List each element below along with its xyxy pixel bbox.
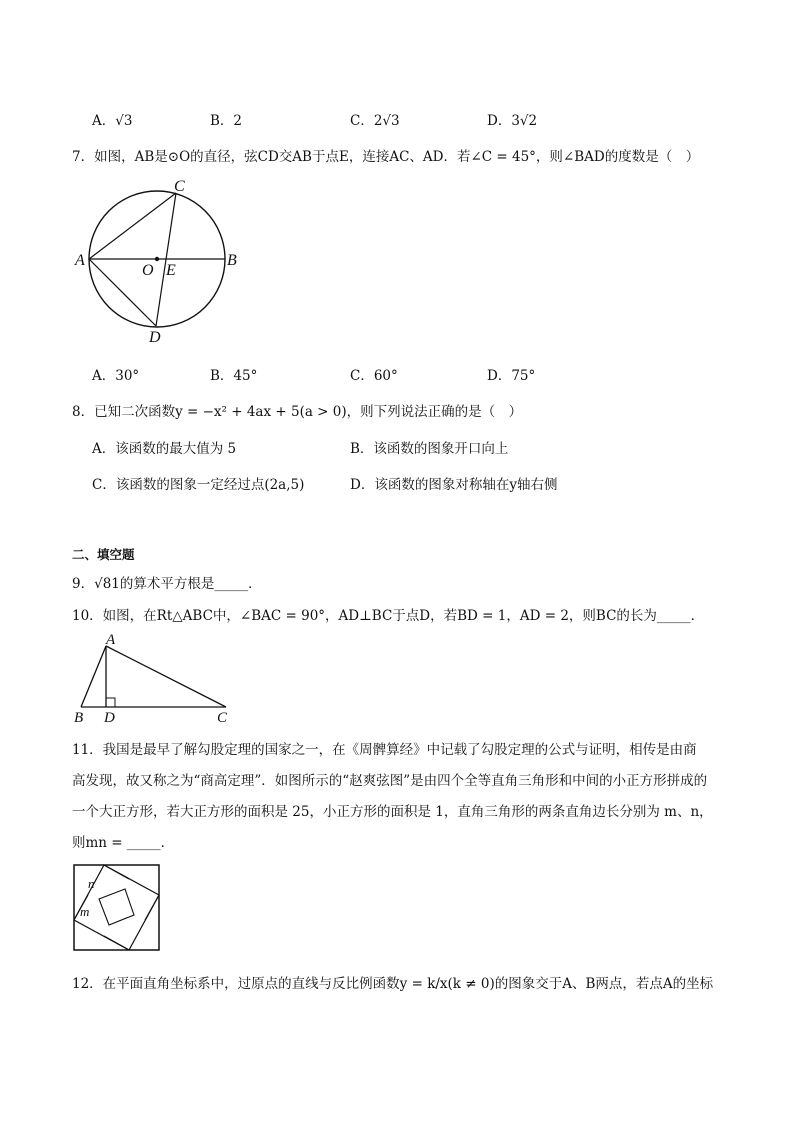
label-d: D — [104, 710, 115, 725]
q12-stem: 12．在平面直角坐标系中，过原点的直线与反比例函数y = k/x(k ≠ 0)的图象交于A、B两点，若点A的坐标 — [72, 976, 714, 992]
label-c: C — [174, 178, 185, 195]
q7-option-b: B．45° — [210, 368, 258, 384]
q10-stem: 10．如图，在Rt△ABC中，∠BAC = 90°，AD⊥BC于点D，若BD = 1，AD = 2，则BC的长为_____． — [72, 608, 705, 624]
side-ac — [106, 646, 226, 707]
q11-line-4: 则mn = _____． — [72, 835, 175, 851]
q11-line-1: 11．我国是最早了解勾股定理的国家之一，在《周髀算经》中记载了勾股定理的公式与证明，相传是由商 — [72, 742, 697, 758]
q11-line-3: 一个大正方形，若大正方形的面积是 25，小正方形的面积是 1，直角三角形的两条直角边长分别为 m、n， — [72, 804, 713, 820]
q7-circle-figure — [70, 175, 260, 345]
q10-triangle-figure — [70, 630, 240, 725]
q9-stem: 9．√81的算术平方根是_____． — [72, 576, 262, 592]
side-ab — [81, 646, 106, 707]
right-angle-mark — [106, 698, 115, 707]
q6-option-c: C．2√3 — [350, 113, 400, 129]
small-center-square — [99, 889, 134, 925]
label-o: O — [142, 262, 154, 279]
q6-option-b: B．2 — [210, 113, 243, 129]
q8-stem: 8．已知二次函数y = −x² + 4ax + 5(a > 0)，则下列说法正确的是（ ） — [72, 404, 523, 420]
q7-option-c: C．60° — [350, 368, 398, 384]
label-c: C — [217, 710, 228, 725]
label-a: A — [106, 632, 116, 648]
label-b: B — [227, 252, 237, 269]
q7-option-a: A．30° — [92, 368, 140, 384]
label-a: A — [75, 252, 85, 269]
label-b: B — [74, 710, 84, 725]
q6-option-d: D．3√2 — [487, 113, 538, 129]
q11-line-2: 高发现，故又称之为“商高定理”．如图所示的“赵爽弦图”是由四个全等直角三角形和中间的小正方形拼成的 — [72, 773, 708, 789]
zhao-shuang-diagram — [70, 862, 165, 954]
q8-option-a: A．该函数的最大值为 5 — [92, 441, 237, 457]
label-m: m — [80, 904, 90, 919]
label-e: E — [166, 262, 176, 279]
q8-option-b: B．该函数的图象开口向上 — [350, 441, 509, 457]
segment-ac — [89, 193, 176, 259]
q7-option-d: D．75° — [487, 368, 536, 384]
section-title: 二、填空题 — [72, 547, 135, 562]
q6-option-a: A．√3 — [92, 113, 133, 129]
label-n: n — [88, 876, 95, 891]
label-d: D — [149, 329, 161, 345]
q8-option-d: D．该函数的图象对称轴在y轴右侧 — [350, 477, 558, 493]
q8-option-c: C．该函数的图象一定经过点(2a,5) — [92, 477, 305, 493]
q7-stem: 7．如图，AB是⊙O的直径，弦CD交AB于点E，连接AC、AD．若∠C = 45°，则∠BAD的度数是（ ） — [72, 149, 700, 165]
center-dot — [155, 257, 159, 261]
